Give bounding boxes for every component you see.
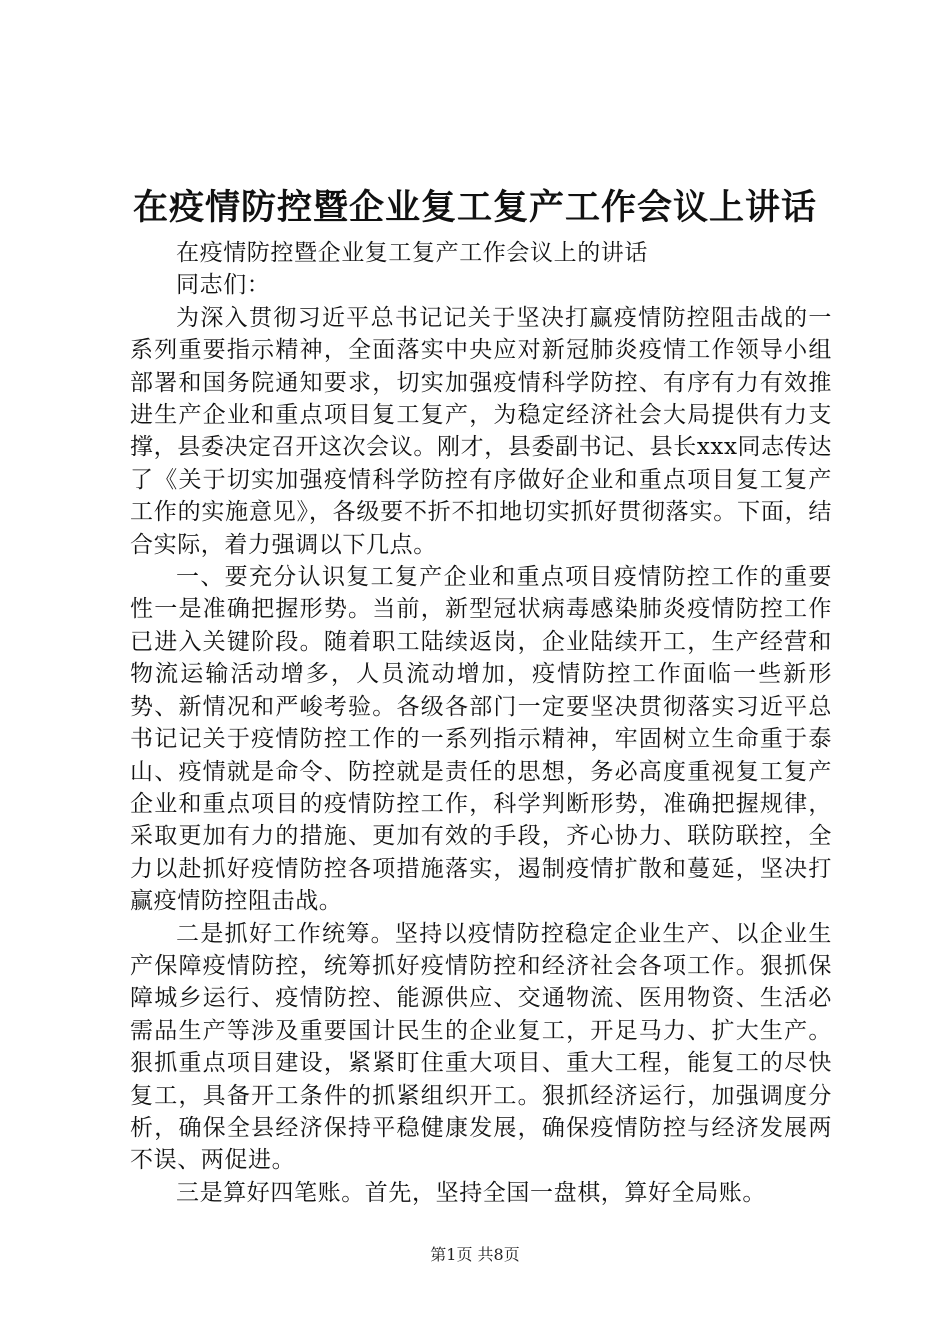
section-three-paragraph: 三是算好四笔账。首先，坚持全国一盘棋，算好全局账。 (176, 1179, 766, 1206)
document-title: 在疫情防控暨企业复工复产工作会议上讲话 (132, 187, 817, 228)
intro-paragraph: 为深入贯彻习近平总书记记关于坚决打赢疫情防控阻击战的一系列重要指示精神，全面落实中央应对新冠肺炎疫情工作领导小组部署和国务院通知要求，切实加强疫情科学防控、有序有力有效推进生产企业和重点项目复工复产，为稳定经济社会大局提供有力支撑，县委决定召开这次会议。刚才，县委副书记、县长xxx同志传达了《关于切实加强疫情科学防控有序做好企业和重点项目复工复产工作的实施意见》，各级要不折不扣地切实抓好贯彻落实。下面，结合实际，着力强调以下几点。 (130, 304, 832, 558)
section-one-paragraph: 一、要充分认识复工复产企业和重点项目疫情防控工作的重要性一是准确把握形势。当前，新型冠状病毒感染肺炎疫情防控工作已进入关键阶段。随着职工陆续返岗，企业陆续开工，生产经营和物流运输活动增多，人员流动增加，疫情防控工作面临一些新形势、新情况和严峻考验。各级各部门一定要坚决贯彻落实习近平总书记记关于疫情防控工作的一系列指示精神，牢固树立生命重于泰山、疫情就是命令、防控就是责任的思想，务必高度重视复工复产企业和重点项目的疫情防控工作，科学判断形势，准确把握规律，采取更加有力的措施、更加有效的手段，齐心协力、联防联控，全力以赴抓好疫情防控各项措施落实，遏制疫情扩散和蔓延，坚决打赢疫情防控阻击战。 (130, 564, 832, 915)
salutation-paragraph: 同志们： (176, 272, 271, 299)
document-body (130, 237, 832, 1209)
subtitle-paragraph: 在疫情防控暨企业复工复产工作会议上的讲话 (176, 240, 648, 266)
page-number: 第1页 共8页 (430, 1245, 520, 1264)
section-two-paragraph: 二是抓好工作统筹。坚持以疫情防控稳定企业生产、以企业生产保障疫情防控，统筹抓好疫情防控和经济社会各项工作。狠抓保障城乡运行、疫情防控、能源供应、交通物流、医用物资、生活必需品生产等涉及重要国计民生的企业复工，开足马力、扩大生产。狠抓重点项目建设，紧紧盯住重大项目、重大工程，能复工的尽快复工，具备开工条件的抓紧组织开工。狠抓经济运行，加强调度分析，确保全县经济保持平稳健康发展，确保疫情防控与经济发展两不误、两促进。 (130, 920, 832, 1174)
